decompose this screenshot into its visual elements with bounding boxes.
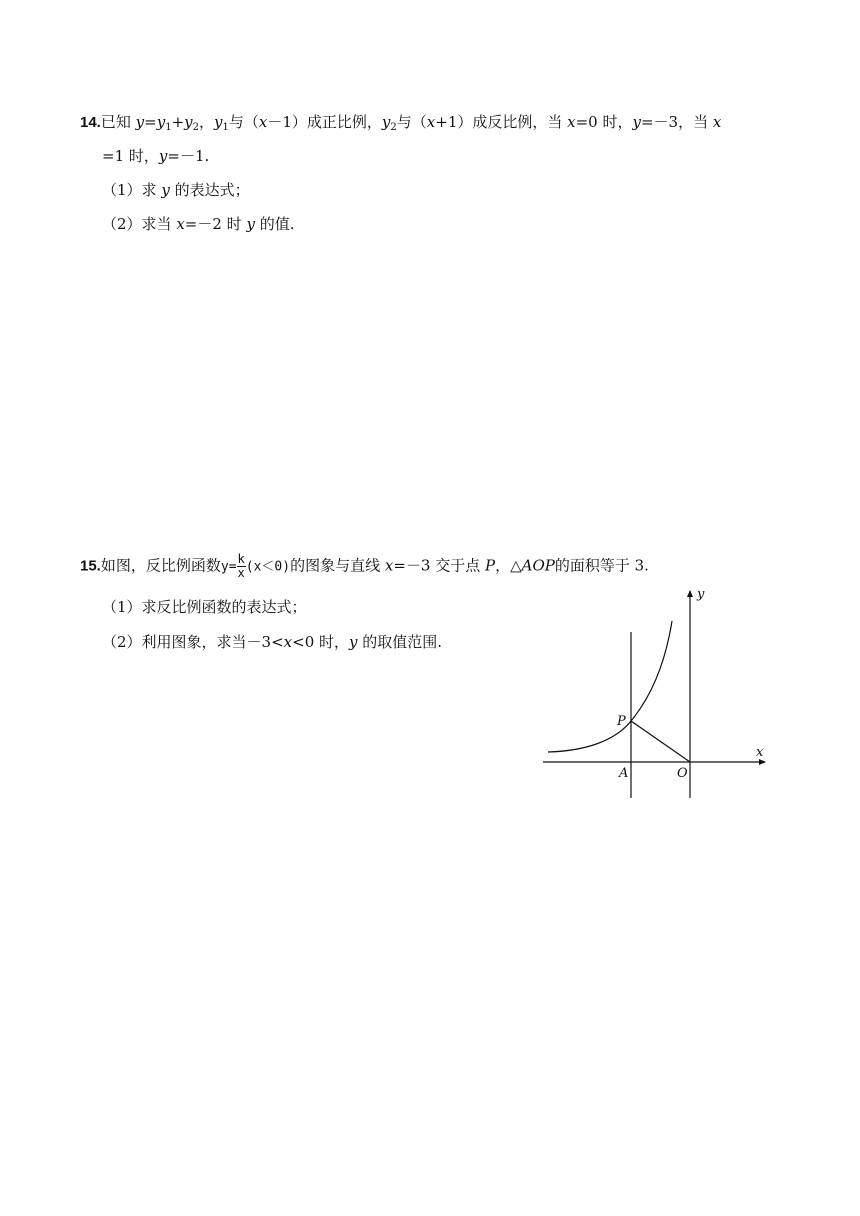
hyperbola-curve <box>548 621 672 752</box>
q14-text: ， <box>199 113 215 131</box>
label-A: A <box>619 766 629 781</box>
var-y: y <box>135 113 145 131</box>
var-x: x <box>426 113 436 131</box>
subscript: 2 <box>390 122 397 133</box>
var-y: y <box>632 113 641 131</box>
q14-part1-text: （1）求 <box>102 181 162 199</box>
q15-part1 <box>102 597 307 617</box>
q15-text: 的图象与直线 <box>290 556 385 575</box>
q15-text: ，△ <box>495 556 522 575</box>
label-y: y <box>697 587 705 602</box>
condition-x-lt-0: x＜0 <box>253 559 283 575</box>
fraction-denominator: x <box>237 566 245 580</box>
q15-part1-text: （1）求反比例函数的表达式； <box>102 598 307 616</box>
var-x: x <box>712 113 722 131</box>
q14-text: =0 时， <box>575 113 633 131</box>
var-y1: y <box>214 113 223 131</box>
var-x: x <box>567 113 576 131</box>
var-x: x <box>258 113 268 131</box>
formula-y-eq: y= <box>220 559 237 575</box>
q15-part2-text: （2）利用图象，求当－3< <box>102 633 284 651</box>
fraction-numerator: k <box>237 552 245 566</box>
q14-text: －1）成正比例， <box>267 113 382 131</box>
subscript: 2 <box>192 122 199 133</box>
q14-part2-text: 的值. <box>254 215 295 233</box>
q14-part1-text: 的表达式； <box>169 181 250 199</box>
var-y: y <box>158 147 168 165</box>
label-x: x <box>756 745 764 760</box>
q14-text: =－1. <box>167 147 210 165</box>
q14-text: + <box>171 113 185 131</box>
q14-line1 <box>80 112 721 133</box>
var-x: x <box>176 215 185 233</box>
q14-part1 <box>102 180 250 200</box>
subscript: 1 <box>222 122 229 133</box>
q15-part2-text: 的取值范围. <box>357 633 443 651</box>
q14-text: 与（ <box>396 113 427 131</box>
q15-number: 15. <box>80 557 101 575</box>
segment-PO <box>631 721 690 762</box>
q15-line1 <box>80 553 649 580</box>
triangle-AOP: AOP <box>521 556 555 575</box>
q15-text: 如图，反比例函数 <box>100 556 221 575</box>
q15-part2 <box>102 632 442 652</box>
label-O: O <box>677 766 688 781</box>
q14-text: = <box>144 113 157 131</box>
q15-text: 的面积等于 3. <box>554 556 649 575</box>
q14-part2 <box>102 214 294 234</box>
var-x: x <box>283 633 293 651</box>
subscript: 1 <box>165 122 172 133</box>
var-y: y <box>246 215 255 233</box>
paren: ( <box>245 559 254 575</box>
q14-text: 与（ <box>228 113 259 131</box>
paren: ) <box>282 559 291 575</box>
q14-part2-text: =－2 时 <box>184 215 247 233</box>
var-y: y <box>161 181 170 199</box>
fraction-k-over-x <box>237 553 246 580</box>
q14-number: 14. <box>80 114 101 131</box>
q15-text: =－3 交于点 <box>393 556 485 575</box>
var-y2: y <box>184 113 193 131</box>
q14-text: +1）成反比例，当 <box>435 113 568 131</box>
q14-text: 已知 <box>100 113 136 131</box>
q15-figure <box>535 585 775 805</box>
q14-text: =－3，当 <box>640 113 713 131</box>
var-y: y <box>349 633 358 651</box>
point-P: P <box>484 556 496 575</box>
q14-text: =1 时， <box>102 147 159 165</box>
q15-part2-text: <0 时， <box>292 633 350 651</box>
q14-line2 <box>102 146 209 166</box>
q14-part2-text: （2）求当 <box>102 215 177 233</box>
var-x: x <box>384 556 394 575</box>
label-P: P <box>617 714 626 729</box>
var-y2: y <box>381 113 391 131</box>
var-y1: y <box>156 113 166 131</box>
